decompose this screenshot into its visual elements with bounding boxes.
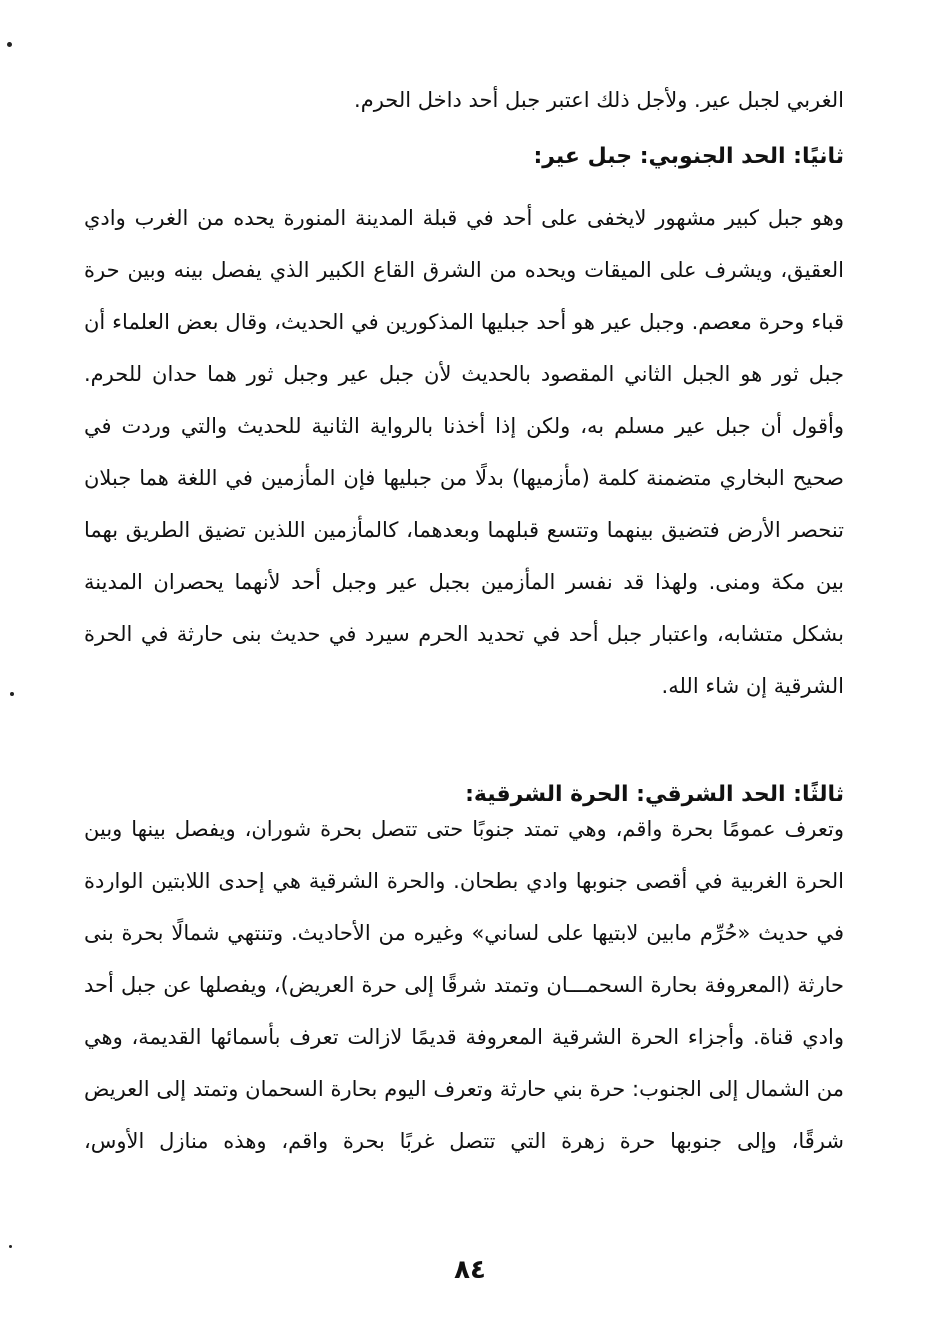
section-heading-eastern-boundary: ثالثًا: الحد الشرقي: الحرة الشرقية: <box>465 782 844 807</box>
scan-speck <box>10 692 14 696</box>
section-heading-southern-boundary: ثانيًا: الحد الجنوبي: جبل عير: <box>533 144 844 169</box>
opening-line: الغربي لجبل عير. ولأجل ذلك اعتبر جبل أحد داخل الحرم. <box>354 88 844 112</box>
paragraph-eastern-boundary: وتعرف عمومًا بحرة واقم، وهي تمتد جنوبًا حتى تتصل بحرة شوران، ويفصل بينها وبين الحرة الغربية في أقصى جنوبها وادي بطحان. والحرة الشرقية هي إحدى اللابتين الواردة في حديث «حُرِّم مابين لابتيها على لساني» وغيره من الأحاديث. وتنتهي شمالًا بحرة بنى حارثة (المعروفة بحارة السحمـــان وتمتد شرقًا إلى حرة العريض)، ويفصلها عن جبل أحد وادي قناة. وأجزاء الحرة الشرقية المعروفة قديمًا لازالت تعرف بأسمائها القديمة، وهي من الشمال إلى الجنوب: حرة بني حارثة وتعرف اليوم بحارة السحمان وتمتد إلى العريض شرقًا، وإلى جنوبها حرة زهرة التي تتصل غربًا بحرة واقم، وهذه منازل الأوس، <box>84 817 844 1153</box>
scan-speck <box>9 1245 12 1248</box>
page-number: ٨٤ <box>454 1255 486 1285</box>
paragraph-southern-boundary: وهو جبل كبير مشهور لايخفى على أحد في قبلة المدينة المنورة يحده من الغرب وادي العقيق، ويشرف على الميقات ويحده من الشرق القاع الكبير الذي يفصل بينه وبين حرة قباء وحرة معصم. وجبل عير هو أحد جبليها المذكورين في الحديث، وقال بعض العلماء أن جبل ثور هو الجبل الثاني المقصود بالحديث لأن جبل عير وجبل ثور هما حدان للحرم. وأقول أن جبل عير مسلم به، ولكن إذا أخذنا بالرواية الثانية للحديث والتي وردت في صحيح البخاري متضمنة كلمة (مأزميها) بدلًا من جبليها فإن المأزمين في اللغة هما جبلان تنحصر الأرض فتضيق بينهما وتتسع قبلهما وبعدهما، كالمأزمين اللذين تضيق الطريق بهما بين مكة ومنى. ولهذا قد نفسر المأزمين بجبل عير وجبل أحد لأنهما يحصران المدينة بشكل متشابه، واعتبار جبل أحد في تحديد الحرم سيرد في حديث بنى حارثة في الحرة الشرقية إن شاء الله. <box>84 206 844 698</box>
scan-speck <box>7 42 12 47</box>
